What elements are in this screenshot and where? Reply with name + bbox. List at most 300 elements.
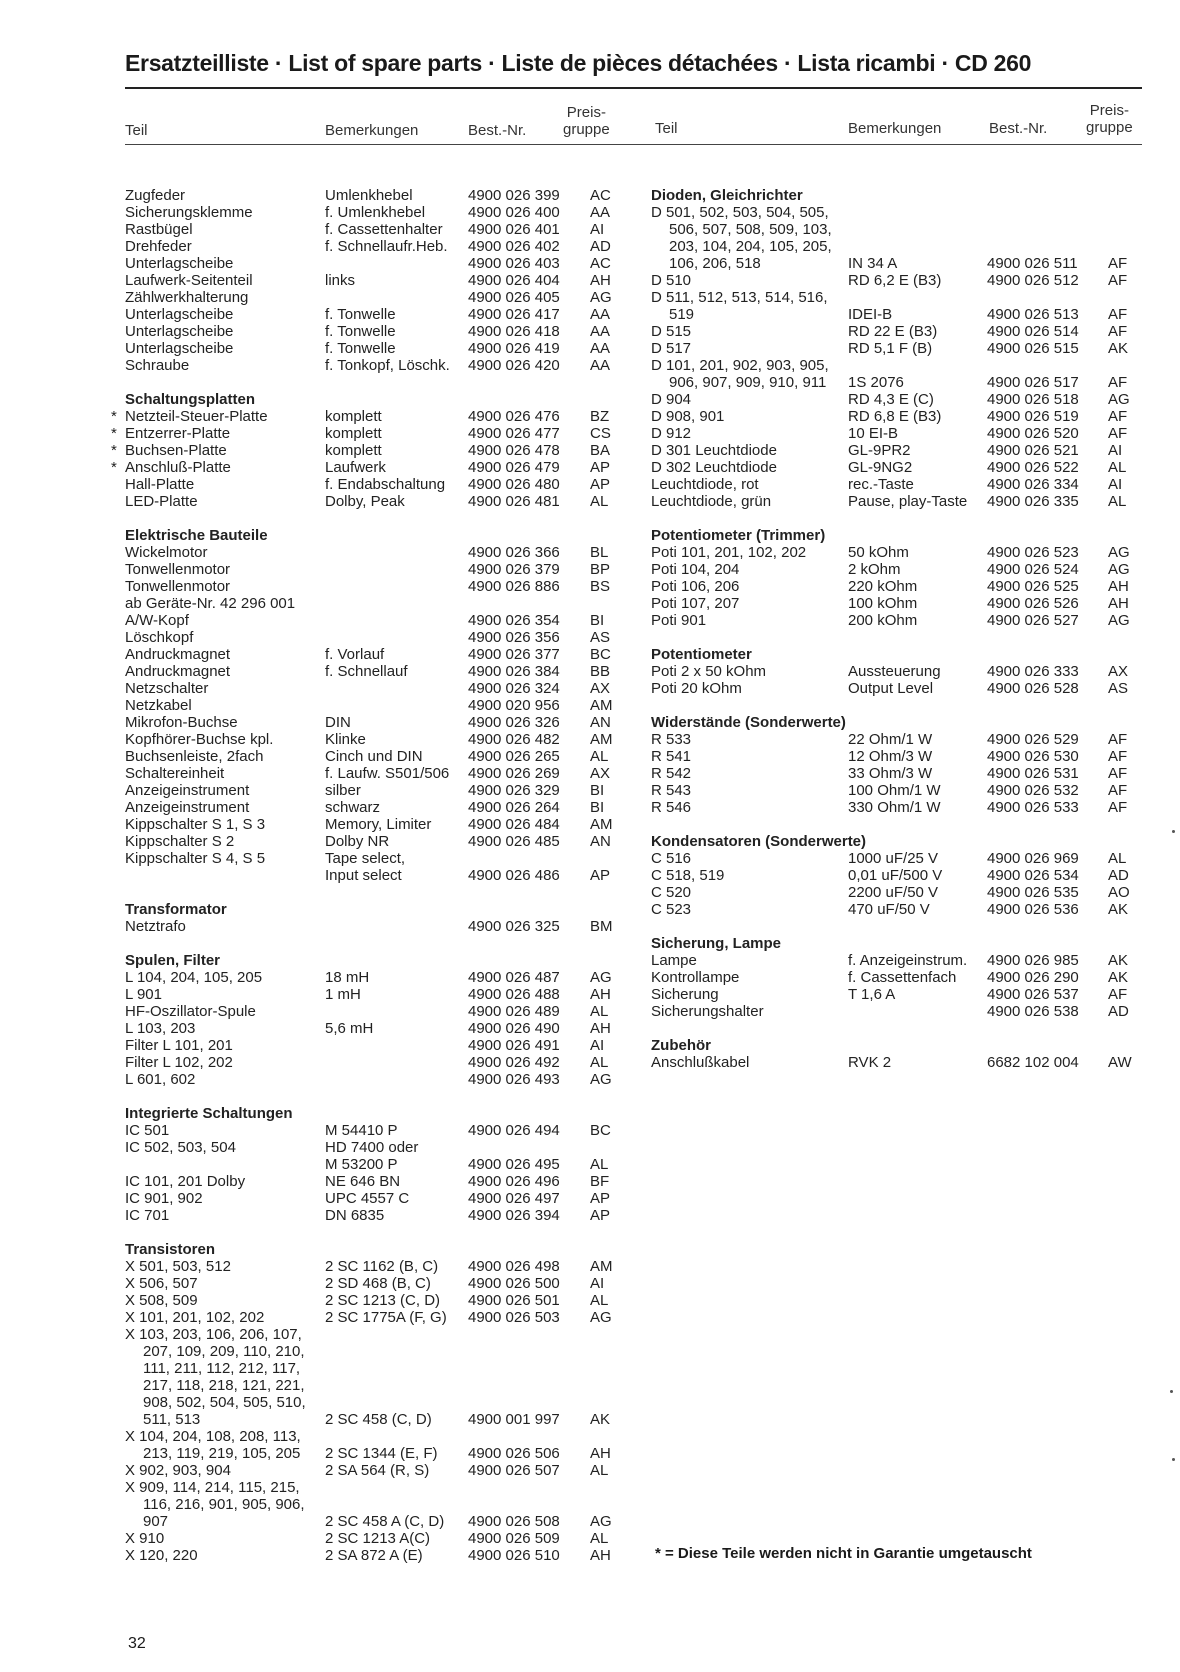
part-number: 4900 026 399	[468, 187, 560, 204]
part-row	[125, 1360, 585, 1377]
part-name: D 511, 512, 513, 514, 516,	[651, 289, 828, 306]
part-name: Andruckmagnet	[125, 646, 231, 663]
part-row	[651, 459, 1151, 476]
part-name: Laufwerk-Seitenteil	[125, 272, 253, 289]
price-group: AM	[590, 731, 613, 748]
part-remark: f. Tonkopf, Löschk.	[325, 357, 450, 374]
part-number: 4900 026 377	[468, 646, 560, 663]
price-group: AA	[590, 204, 611, 221]
part-name: D 517	[651, 340, 692, 357]
part-name: 213, 119, 219, 105, 205	[143, 1445, 301, 1462]
part-row	[111, 425, 611, 442]
part-row	[651, 1003, 1151, 1020]
part-row	[125, 1275, 605, 1292]
price-group: AF	[1108, 323, 1128, 340]
part-name: Zählwerkhalterung	[125, 289, 249, 306]
part-number: 4900 026 520	[987, 425, 1079, 442]
price-group: AD	[1108, 1003, 1129, 1020]
part-remark: Klinke	[325, 731, 366, 748]
part-row	[125, 578, 611, 595]
part-row	[125, 1326, 585, 1343]
price-group: AH	[590, 1445, 611, 1462]
part-row	[125, 272, 611, 289]
warranty-star: *	[111, 408, 117, 425]
part-number: 4900 026 524	[987, 561, 1079, 578]
price-group: AK	[1108, 340, 1129, 357]
part-number: 4900 026 514	[987, 323, 1079, 340]
part-name: C 523	[651, 901, 692, 918]
part-name: 217, 118, 218, 121, 221,	[143, 1377, 305, 1394]
price-group: AC	[590, 255, 611, 272]
price-group: AF	[1108, 272, 1128, 289]
part-number: 4900 026 265	[468, 748, 560, 765]
part-name: Löschkopf	[125, 629, 194, 646]
part-row	[651, 595, 1151, 612]
part-remark: 22 Ohm/1 W	[848, 731, 933, 748]
part-row	[125, 323, 611, 340]
part-number: 4900 026 356	[468, 629, 560, 646]
part-row	[651, 748, 1151, 765]
header-rule	[125, 144, 1142, 145]
part-name: Lampe	[651, 952, 697, 969]
part-number: 4900 026 324	[468, 680, 560, 697]
price-group: BI	[590, 612, 605, 629]
part-name: X 103, 203, 106, 206, 107,	[125, 1326, 302, 1343]
part-name: Sicherungsklemme	[125, 204, 253, 221]
part-name: Sicherungshalter	[651, 1003, 764, 1020]
part-remark: f. Laufw. S501/506	[325, 765, 450, 782]
part-remark: 470 uF/50 V	[848, 901, 930, 918]
price-group: AH	[590, 1547, 611, 1564]
part-name: Filter L 101, 201	[125, 1037, 233, 1054]
part-row	[651, 680, 1151, 697]
part-row	[125, 850, 585, 867]
part-remark: f. Endabschaltung	[325, 476, 446, 493]
part-row	[125, 357, 611, 374]
part-name: Kopfhörer-Buchse kpl.	[125, 731, 274, 748]
part-row	[651, 357, 1151, 374]
part-name: C 520	[651, 884, 692, 901]
part-row	[125, 612, 605, 629]
price-group: BI	[590, 799, 605, 816]
price-group: BM	[590, 918, 613, 935]
part-name: Kontrollampe	[651, 969, 740, 986]
part-name: R 542	[651, 765, 692, 782]
part-name: D 302 Leuchtdiode	[651, 459, 777, 476]
part-remark: f. Schnellaufr.Heb.	[325, 238, 448, 255]
part-row	[651, 289, 1151, 306]
price-group: AX	[1108, 663, 1129, 680]
part-row	[125, 493, 609, 510]
price-group: AL	[1108, 850, 1127, 867]
part-name: R 541	[651, 748, 692, 765]
part-name: Tonwellenmotor	[125, 561, 231, 578]
part-row	[651, 799, 1151, 816]
part-name: Filter L 102, 202	[125, 1054, 233, 1071]
part-number: 4900 026 478	[468, 442, 560, 459]
part-remark: 33 Ohm/3 W	[848, 765, 933, 782]
part-row	[125, 1258, 613, 1275]
price-group: AL	[590, 1462, 609, 1479]
price-group: AH	[1108, 595, 1129, 612]
part-row	[125, 1428, 585, 1445]
price-group: AD	[590, 238, 611, 255]
part-number: 4900 026 969	[987, 850, 1079, 867]
price-group: AO	[1108, 884, 1130, 901]
part-remark: 2200 uF/50 V	[848, 884, 939, 901]
part-row	[651, 986, 1151, 1003]
part-number: 4900 026 335	[987, 493, 1079, 510]
part-name: Schaltereinheit	[125, 765, 225, 782]
part-row	[125, 765, 611, 782]
part-name: R 533	[651, 731, 692, 748]
part-number: 4900 026 512	[987, 272, 1079, 289]
part-remark: Laufwerk	[325, 459, 386, 476]
header-bemerkungen-right: Bemerkungen	[848, 120, 942, 137]
part-number: 4900 026 489	[468, 1003, 560, 1020]
part-row	[651, 578, 1151, 595]
part-number: 4900 026 487	[468, 969, 560, 986]
parts-column-right	[651, 187, 1151, 1071]
price-group: BF	[590, 1173, 610, 1190]
part-remark: Dolby NR	[325, 833, 390, 850]
part-number: 4900 026 333	[987, 663, 1079, 680]
part-remark: Pause, play-Taste	[848, 493, 968, 510]
part-remark: 2 SA 872 A (E)	[325, 1547, 423, 1564]
price-group: AF	[1108, 782, 1128, 799]
part-name: A/W-Kopf	[125, 612, 189, 629]
price-group: AH	[590, 986, 611, 1003]
part-name: X 508, 509	[125, 1292, 198, 1309]
parts-column-left	[111, 187, 613, 1564]
part-row	[651, 612, 1151, 629]
part-name: Poti 20 kOhm	[651, 680, 742, 697]
part-number: 4900 026 495	[468, 1156, 560, 1173]
header-teil-right: Teil	[655, 120, 678, 137]
part-name: Buchsenleiste, 2fach	[125, 748, 264, 765]
price-group: AF	[1108, 374, 1128, 391]
part-number: 4900 026 534	[987, 867, 1079, 884]
part-name: D 501, 502, 503, 504, 505,	[651, 204, 829, 221]
part-remark: 2 SC 458 (C, D)	[325, 1411, 432, 1428]
part-row	[125, 1445, 611, 1462]
price-group: AP	[590, 1207, 611, 1224]
part-row	[651, 323, 1151, 340]
part-row	[651, 884, 1151, 901]
part-remark: 1S 2076	[848, 374, 904, 391]
part-row	[651, 238, 1151, 255]
price-group: AP	[590, 867, 611, 884]
price-group: AI	[590, 1037, 605, 1054]
part-remark: RD 5,1 F (B)	[848, 340, 933, 357]
scan-dot	[1172, 830, 1175, 833]
part-row	[651, 408, 1151, 425]
part-row	[125, 1462, 609, 1479]
part-remark: f. Tonwelle	[325, 340, 396, 357]
part-remark: RD 6,8 E (B3)	[848, 408, 942, 425]
price-group: AL	[590, 1156, 609, 1173]
part-name: Netzschalter	[125, 680, 209, 697]
part-row	[125, 595, 585, 612]
part-number: 4900 026 494	[468, 1122, 560, 1139]
header-preis-right	[1086, 102, 1133, 136]
part-remark: DIN	[325, 714, 351, 731]
section-heading: Spulen, Filter	[125, 952, 221, 969]
price-group: AF	[1108, 408, 1128, 425]
part-row	[125, 816, 613, 833]
price-group: AF	[1108, 425, 1128, 442]
part-row	[651, 306, 1151, 323]
part-number: 4900 026 401	[468, 221, 560, 238]
header-preis-left	[563, 104, 610, 138]
part-number: 4900 026 529	[987, 731, 1079, 748]
price-group: BL	[590, 544, 609, 561]
part-remark: rec.-Taste	[848, 476, 914, 493]
part-name: IC 501	[125, 1122, 170, 1139]
part-remark: NE 646 BN	[325, 1173, 401, 1190]
part-row	[125, 1309, 612, 1326]
price-group: AG	[590, 1513, 612, 1530]
part-number: 4900 026 484	[468, 816, 560, 833]
part-row	[651, 561, 1151, 578]
part-row	[125, 561, 611, 578]
part-row	[125, 1343, 585, 1360]
part-row	[125, 1122, 611, 1139]
price-group: AX	[590, 765, 611, 782]
part-remark: Cinch und DIN	[325, 748, 423, 765]
part-number: 4900 026 384	[468, 663, 560, 680]
part-name: Mikrofon-Buchse	[125, 714, 238, 731]
price-group: AF	[1108, 799, 1128, 816]
price-group: AL	[590, 1530, 609, 1547]
part-number: 4900 026 491	[468, 1037, 560, 1054]
section-heading: Elektrische Bauteile	[125, 527, 268, 544]
part-row	[125, 1394, 585, 1411]
price-group: AH	[590, 1020, 611, 1037]
part-number: 4900 026 404	[468, 272, 560, 289]
price-group: AX	[590, 680, 611, 697]
part-number: 4900 026 405	[468, 289, 560, 306]
part-name: Tonwellenmotor	[125, 578, 231, 595]
price-group: AG	[1108, 561, 1130, 578]
part-number: 4900 026 506	[468, 1445, 560, 1462]
part-remark: 2 SA 564 (R, S)	[325, 1462, 430, 1479]
part-row	[651, 1054, 1151, 1071]
part-row	[125, 1479, 585, 1496]
part-name: Anschluß-Platte	[125, 459, 231, 476]
price-group: AA	[590, 323, 611, 340]
price-group: AF	[1108, 986, 1128, 1003]
part-name: 906, 907, 909, 910, 911	[669, 374, 827, 391]
price-group: AM	[590, 816, 613, 833]
part-name: Netzkabel	[125, 697, 192, 714]
part-name: D 510	[651, 272, 692, 289]
part-row	[125, 1071, 612, 1088]
price-group: AP	[590, 476, 611, 493]
part-row	[125, 1292, 609, 1309]
part-name: 207, 109, 209, 110, 210,	[143, 1343, 305, 1360]
part-number: 4900 026 264	[468, 799, 560, 816]
part-remark: Tape select,	[325, 850, 406, 867]
part-remark: RD 4,3 E (C)	[848, 391, 934, 408]
part-name: 111, 211, 112, 212, 117,	[143, 1360, 301, 1377]
price-group: AK	[590, 1411, 611, 1428]
price-group: AN	[590, 833, 611, 850]
part-remark: 1000 uF/25 V	[848, 850, 939, 867]
part-number: 4900 026 417	[468, 306, 560, 323]
part-name: L 103, 203	[125, 1020, 196, 1037]
part-row	[125, 867, 611, 884]
part-name: IC 701	[125, 1207, 170, 1224]
part-remark: HD 7400 oder	[325, 1139, 419, 1156]
price-group: AI	[590, 221, 605, 238]
part-row	[651, 221, 1151, 238]
price-group: AF	[1108, 306, 1128, 323]
part-row	[125, 697, 613, 714]
part-number: 4900 026 533	[987, 799, 1079, 816]
part-name: Anschlußkabel	[651, 1054, 750, 1071]
price-group: AG	[1108, 612, 1130, 629]
price-group: AK	[1108, 901, 1129, 918]
part-number: 4900 026 325	[468, 918, 560, 935]
part-row	[125, 238, 611, 255]
part-number: 4900 026 498	[468, 1258, 560, 1275]
part-number: 4900 026 521	[987, 442, 1079, 459]
section-heading: Sicherung, Lampe	[651, 935, 782, 952]
section-heading: Integrierte Schaltungen	[125, 1105, 293, 1122]
part-number: 4900 026 476	[468, 408, 560, 425]
scan-dot	[1170, 1390, 1173, 1393]
part-row	[125, 833, 611, 850]
part-name: Unterlagscheibe	[125, 255, 234, 272]
part-row	[651, 391, 1151, 408]
part-number: 4900 026 886	[468, 578, 560, 595]
scan-dot	[1172, 1458, 1175, 1461]
part-number: 4900 026 480	[468, 476, 560, 493]
part-name: X 101, 201, 102, 202	[125, 1309, 265, 1326]
part-number: 4900 020 956	[468, 697, 560, 714]
part-number: 4900 026 527	[987, 612, 1079, 629]
part-number: 4900 026 508	[468, 1513, 560, 1530]
part-row	[125, 1513, 612, 1530]
part-number: 4900 026 477	[468, 425, 560, 442]
part-row	[125, 1054, 609, 1071]
part-number: 4900 026 482	[468, 731, 560, 748]
part-name: Kippschalter S 4, S 5	[125, 850, 266, 867]
part-number: 4900 026 366	[468, 544, 560, 561]
part-row	[125, 306, 611, 323]
part-remark: GL-9NG2	[848, 459, 913, 476]
price-group: AS	[590, 629, 611, 646]
price-group: AA	[590, 306, 611, 323]
price-group: CS	[590, 425, 611, 442]
price-group: AF	[1108, 765, 1128, 782]
part-number: 4900 026 537	[987, 986, 1079, 1003]
part-name: D 908, 901	[651, 408, 725, 425]
part-name: Unterlagscheibe	[125, 306, 234, 323]
part-number: 4900 026 536	[987, 901, 1079, 918]
price-group: AG	[590, 1071, 612, 1088]
part-name: X 902, 903, 904	[125, 1462, 231, 1479]
price-group: AM	[590, 697, 613, 714]
price-group: BP	[590, 561, 611, 578]
part-name: Poti 101, 201, 102, 202	[651, 544, 807, 561]
part-name: L 901	[125, 986, 162, 1003]
part-number: 4900 026 513	[987, 306, 1079, 323]
header-bestnr-right: Best.-Nr.	[989, 120, 1048, 137]
part-row	[651, 952, 1151, 969]
part-number: 4900 026 493	[468, 1071, 560, 1088]
part-row	[651, 272, 1151, 289]
part-remark: Input select	[325, 867, 402, 884]
part-row	[125, 544, 609, 561]
price-group: AG	[590, 1309, 612, 1326]
price-group: AH	[1108, 578, 1129, 595]
header-teil-left: Teil	[125, 122, 148, 139]
price-group: AP	[590, 459, 611, 476]
part-row	[125, 1411, 611, 1428]
part-name: R 546	[651, 799, 692, 816]
part-remark: M 54410 P	[325, 1122, 398, 1139]
part-name: 506, 507, 508, 509, 103,	[669, 221, 832, 238]
part-remark: RVK 2	[848, 1054, 892, 1071]
part-row	[125, 646, 611, 663]
price-group: BS	[590, 578, 611, 595]
price-group: AN	[590, 714, 611, 731]
part-name: Poti 901	[651, 612, 707, 629]
part-name: Netztrafo	[125, 918, 186, 935]
part-number: 4900 026 403	[468, 255, 560, 272]
part-remark: 1 mH	[325, 986, 361, 1003]
part-remark: DN 6835	[325, 1207, 385, 1224]
part-name: Sicherung	[651, 986, 719, 1003]
part-name: Andruckmagnet	[125, 663, 231, 680]
part-remark: 2 SC 1344 (E, F)	[325, 1445, 438, 1462]
part-name: Poti 104, 204	[651, 561, 740, 578]
part-number: 4900 026 515	[987, 340, 1079, 357]
part-number: 4900 026 526	[987, 595, 1079, 612]
price-group: AH	[590, 272, 611, 289]
part-name: Drehfeder	[125, 238, 192, 255]
part-row	[125, 969, 612, 986]
part-number: 4900 026 481	[468, 493, 560, 510]
part-row	[125, 1173, 610, 1190]
part-name: Hall-Platte	[125, 476, 195, 493]
part-remark: RD 22 E (B3)	[848, 323, 938, 340]
part-number: 4900 026 420	[468, 357, 560, 374]
part-remark: 200 kOhm	[848, 612, 918, 629]
part-number: 4900 026 497	[468, 1190, 560, 1207]
part-remark: 50 kOhm	[848, 544, 909, 561]
part-name: Poti 107, 207	[651, 595, 740, 612]
part-row	[125, 221, 605, 238]
part-name: C 516	[651, 850, 692, 867]
part-name: X 910	[125, 1530, 165, 1547]
part-row	[125, 1377, 585, 1394]
part-name: Kippschalter S 1, S 3	[125, 816, 266, 833]
part-remark: 2 kOhm	[848, 561, 901, 578]
part-number: 4900 026 509	[468, 1530, 560, 1547]
part-number: 4900 026 503	[468, 1309, 560, 1326]
price-group: AL	[590, 1292, 609, 1309]
price-group: AS	[1108, 680, 1129, 697]
part-remark: f. Vorlauf	[325, 646, 385, 663]
part-name: Unterlagscheibe	[125, 340, 234, 357]
part-name: HF-Oszillator-Spule	[125, 1003, 256, 1020]
part-remark: komplett	[325, 408, 382, 425]
part-number: 4900 026 501	[468, 1292, 560, 1309]
section-heading: Potentiometer (Trimmer)	[651, 527, 826, 544]
